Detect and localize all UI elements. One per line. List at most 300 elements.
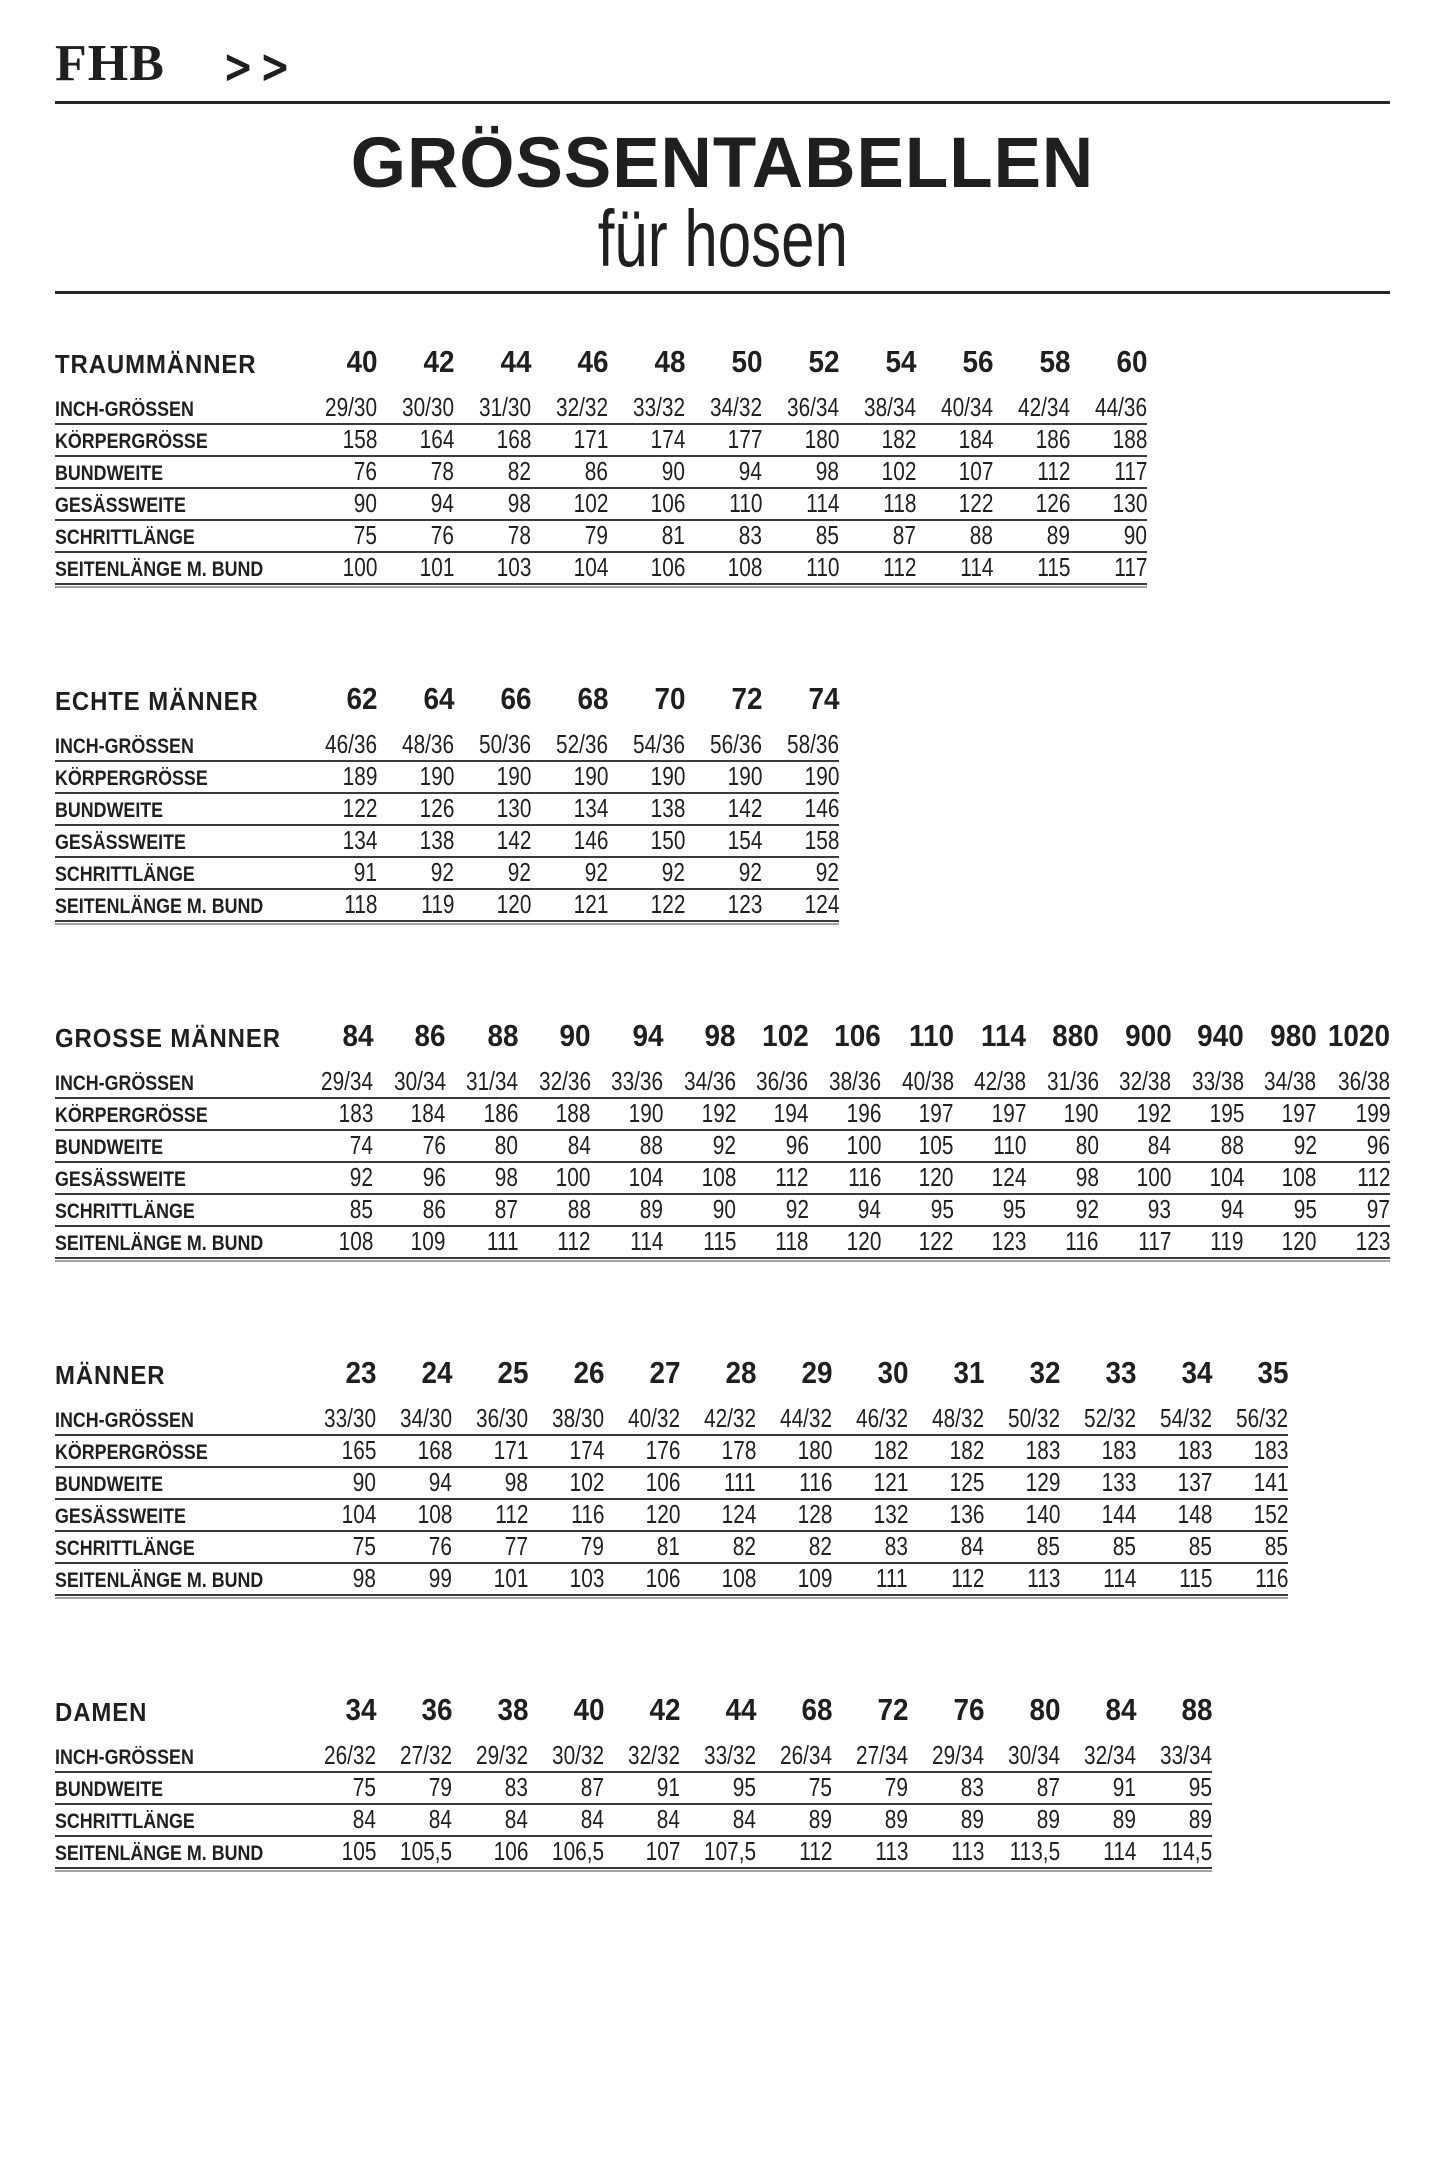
value-cell: 105 (881, 1130, 954, 1162)
value-cell: 114 (591, 1226, 664, 1258)
value-cell: 99 (376, 1563, 452, 1595)
value-cell: 89 (591, 1194, 664, 1226)
value-cell: 123 (685, 889, 762, 921)
value-cell: 125 (908, 1467, 984, 1499)
value-cell: 138 (608, 793, 685, 825)
value-cell: 111 (446, 1226, 519, 1258)
value-cell: 190 (454, 761, 531, 793)
value-cell: 115 (663, 1226, 736, 1258)
value-cell: 122 (608, 889, 685, 921)
value-cell: 100 (518, 1162, 591, 1194)
size-column-header: 80 (984, 1692, 1060, 1740)
value-cell: 79 (832, 1772, 908, 1804)
value-cell: 74 (301, 1130, 374, 1162)
value-cell: 27/32 (376, 1740, 452, 1772)
size-header-row (55, 1018, 1390, 1066)
size-column-header: 40 (528, 1692, 604, 1740)
row-label-cell: KÖRPERGRÖSSE (55, 1098, 301, 1130)
value-cell: 113 (908, 1836, 984, 1868)
row-label-cell: KÖRPERGRÖSSE (55, 424, 300, 456)
size-table-grosse-m-nner (55, 1018, 1390, 1259)
value-cell: 106 (604, 1563, 680, 1595)
value-cell: 84 (376, 1804, 452, 1836)
measurement-row (55, 761, 839, 793)
size-column-header: 56 (916, 344, 993, 392)
value-cell: 120 (1244, 1226, 1317, 1258)
row-label-cell: BUNDWEITE (55, 793, 300, 825)
value-cell: 48/36 (377, 729, 454, 761)
value-cell: 52/32 (1060, 1403, 1136, 1435)
value-cell: 194 (736, 1098, 809, 1130)
row-label-cell: BUNDWEITE (55, 1772, 300, 1804)
value-cell: 83 (685, 520, 762, 552)
value-cell: 31/34 (446, 1066, 519, 1098)
value-cell: 124 (680, 1499, 756, 1531)
value-cell: 186 (993, 424, 1070, 456)
value-cell: 75 (300, 1531, 376, 1563)
value-cell: 42/38 (954, 1066, 1027, 1098)
measurement-row (55, 1772, 1212, 1804)
measurement-row (55, 488, 1147, 520)
value-cell: 92 (377, 857, 454, 889)
value-cell: 112 (736, 1162, 809, 1194)
value-cell: 100 (1099, 1162, 1172, 1194)
size-column-header: 24 (376, 1355, 452, 1403)
size-column-header: 25 (452, 1355, 528, 1403)
value-cell: 112 (839, 552, 916, 584)
value-cell: 124 (762, 889, 839, 921)
measurement-row (55, 392, 1147, 424)
value-cell: 116 (1026, 1226, 1099, 1258)
value-cell: 92 (301, 1162, 374, 1194)
value-cell: 33/36 (591, 1066, 664, 1098)
size-column-header: 42 (604, 1692, 680, 1740)
measurement-row (55, 1066, 1390, 1098)
value-cell: 119 (377, 889, 454, 921)
value-cell: 90 (300, 1467, 376, 1499)
value-cell: 94 (377, 488, 454, 520)
value-cell: 84 (1099, 1130, 1172, 1162)
value-cell: 89 (756, 1804, 832, 1836)
value-cell: 130 (454, 793, 531, 825)
value-cell: 120 (809, 1226, 882, 1258)
value-cell: 34/30 (376, 1403, 452, 1435)
value-cell: 38/30 (528, 1403, 604, 1435)
measurement-row (55, 424, 1147, 456)
value-cell: 81 (604, 1531, 680, 1563)
measurement-row (55, 1403, 1288, 1435)
value-cell: 164 (377, 424, 454, 456)
value-cell: 100 (809, 1130, 882, 1162)
page-subtitle (55, 194, 1390, 283)
value-cell: 111 (680, 1467, 756, 1499)
size-column-header: 44 (680, 1692, 756, 1740)
size-column-header: 72 (832, 1692, 908, 1740)
value-cell: 36/38 (1316, 1066, 1390, 1098)
value-cell: 85 (1060, 1531, 1136, 1563)
row-label-cell: SEITENLÄNGE M. BUND (55, 889, 300, 921)
value-cell: 98 (300, 1563, 376, 1595)
value-cell: 95 (1136, 1772, 1212, 1804)
page-subtitle-text: für hosen (597, 194, 848, 283)
size-column-header: 86 (373, 1018, 446, 1066)
size-column-header: 94 (591, 1018, 664, 1066)
value-cell: 89 (832, 1804, 908, 1836)
value-cell: 110 (685, 488, 762, 520)
value-cell: 182 (908, 1435, 984, 1467)
value-cell: 117 (1070, 552, 1147, 584)
value-cell: 110 (762, 552, 839, 584)
value-cell: 32/38 (1099, 1066, 1172, 1098)
measurement-row (55, 456, 1147, 488)
value-cell: 31/30 (454, 392, 531, 424)
measurement-row (55, 1836, 1212, 1868)
value-cell: 36/30 (452, 1403, 528, 1435)
measurement-row (55, 1563, 1288, 1595)
value-cell: 196 (809, 1098, 882, 1130)
size-column-header: 68 (756, 1692, 832, 1740)
value-cell: 118 (300, 889, 377, 921)
row-label-cell: INCH-GRÖSSEN (55, 1066, 301, 1098)
value-cell: 54/32 (1136, 1403, 1212, 1435)
value-cell: 81 (608, 520, 685, 552)
value-cell: 114 (1060, 1563, 1136, 1595)
size-column-header: 50 (685, 344, 762, 392)
value-cell: 144 (1060, 1499, 1136, 1531)
value-cell: 105 (300, 1836, 376, 1868)
row-label-cell: INCH-GRÖSSEN (55, 1740, 300, 1772)
measurement-row (55, 1130, 1390, 1162)
row-label-cell: KÖRPERGRÖSSE (55, 761, 300, 793)
value-cell: 38/34 (839, 392, 916, 424)
value-cell: 58/36 (762, 729, 839, 761)
value-cell: 183 (984, 1435, 1060, 1467)
value-cell: 107 (604, 1836, 680, 1868)
value-cell: 112 (908, 1563, 984, 1595)
measurement-row (55, 1435, 1288, 1467)
table-title: MÄNNER (55, 1355, 300, 1403)
value-cell: 180 (756, 1435, 832, 1467)
value-cell: 90 (1070, 520, 1147, 552)
value-cell: 91 (1060, 1772, 1136, 1804)
value-cell: 79 (531, 520, 608, 552)
value-cell: 197 (1244, 1098, 1317, 1130)
value-cell: 88 (916, 520, 993, 552)
size-table-damen (55, 1692, 1212, 1869)
value-cell: 114 (916, 552, 993, 584)
size-column-header: 36 (376, 1692, 452, 1740)
value-cell: 121 (832, 1467, 908, 1499)
value-cell: 104 (1171, 1162, 1244, 1194)
value-cell: 84 (518, 1130, 591, 1162)
size-table-traumm-nner (55, 344, 1147, 585)
value-cell: 86 (531, 456, 608, 488)
value-cell: 106 (452, 1836, 528, 1868)
value-cell: 199 (1316, 1098, 1390, 1130)
value-cell: 95 (680, 1772, 756, 1804)
value-cell: 119 (1171, 1226, 1244, 1258)
row-label-cell: SCHRITTLÄNGE (55, 1531, 300, 1563)
size-column-header: 30 (832, 1355, 908, 1403)
value-cell: 75 (300, 520, 377, 552)
value-cell: 101 (377, 552, 454, 584)
value-cell: 182 (839, 424, 916, 456)
fhb-wordmark: FHB (55, 35, 165, 93)
value-cell: 88 (1171, 1130, 1244, 1162)
value-cell: 108 (1244, 1162, 1317, 1194)
value-cell: 134 (300, 825, 377, 857)
value-cell: 112 (452, 1499, 528, 1531)
value-cell: 83 (908, 1772, 984, 1804)
value-cell: 124 (954, 1162, 1027, 1194)
value-cell: 103 (528, 1563, 604, 1595)
row-label-cell: SCHRITTLÄNGE (55, 1194, 301, 1226)
size-column-header: 27 (604, 1355, 680, 1403)
value-cell: 112 (518, 1226, 591, 1258)
value-cell: 190 (531, 761, 608, 793)
measurement-row (55, 520, 1147, 552)
size-column-header: 52 (762, 344, 839, 392)
value-cell: 102 (528, 1467, 604, 1499)
value-cell: 42/34 (993, 392, 1070, 424)
value-cell: 36/36 (736, 1066, 809, 1098)
value-cell: 56/36 (685, 729, 762, 761)
value-cell: 197 (881, 1098, 954, 1130)
size-column-header: 31 (908, 1355, 984, 1403)
value-cell: 180 (762, 424, 839, 456)
size-column-header: 102 (736, 1018, 809, 1066)
size-table-m-nner (55, 1355, 1288, 1596)
value-cell: 80 (446, 1130, 519, 1162)
value-cell: 112 (756, 1836, 832, 1868)
size-column-header: 84 (1060, 1692, 1136, 1740)
value-cell: 29/32 (452, 1740, 528, 1772)
size-column-header: 940 (1171, 1018, 1244, 1066)
value-cell: 122 (300, 793, 377, 825)
value-cell: 190 (1026, 1098, 1099, 1130)
value-cell: 46/32 (832, 1403, 908, 1435)
value-cell: 148 (1136, 1499, 1212, 1531)
value-cell: 92 (608, 857, 685, 889)
row-label-cell: SEITENLÄNGE M. BUND (55, 552, 300, 584)
value-cell: 177 (685, 424, 762, 456)
value-cell: 87 (528, 1772, 604, 1804)
value-cell: 96 (1316, 1130, 1390, 1162)
value-cell: 33/30 (300, 1403, 376, 1435)
value-cell: 30/34 (984, 1740, 1060, 1772)
value-cell: 104 (591, 1162, 664, 1194)
value-cell: 122 (916, 488, 993, 520)
value-cell: 30/34 (373, 1066, 446, 1098)
value-cell: 75 (756, 1772, 832, 1804)
value-cell: 92 (663, 1130, 736, 1162)
value-cell: 29/30 (300, 392, 377, 424)
value-cell: 29/34 (908, 1740, 984, 1772)
row-label-cell: INCH-GRÖSSEN (55, 729, 300, 761)
value-cell: 108 (376, 1499, 452, 1531)
value-cell: 116 (756, 1467, 832, 1499)
value-cell: 184 (916, 424, 993, 456)
value-cell: 122 (881, 1226, 954, 1258)
value-cell: 44/32 (756, 1403, 832, 1435)
value-cell: 112 (1316, 1162, 1390, 1194)
value-cell: 182 (832, 1435, 908, 1467)
size-header-row (55, 1355, 1288, 1403)
value-cell: 97 (1316, 1194, 1390, 1226)
value-cell: 129 (984, 1467, 1060, 1499)
value-cell: 36/34 (762, 392, 839, 424)
size-column-header: 58 (993, 344, 1070, 392)
value-cell: 110 (954, 1130, 1027, 1162)
value-cell: 117 (1070, 456, 1147, 488)
size-table-echte-m-nner (55, 681, 839, 922)
value-cell: 140 (984, 1499, 1060, 1531)
value-cell: 40/34 (916, 392, 993, 424)
value-cell: 154 (685, 825, 762, 857)
value-cell: 96 (736, 1130, 809, 1162)
size-header-row (55, 344, 1147, 392)
value-cell: 89 (984, 1804, 1060, 1836)
value-cell: 109 (756, 1563, 832, 1595)
value-cell: 34/32 (685, 392, 762, 424)
value-cell: 183 (1212, 1435, 1288, 1467)
size-header-row (55, 681, 839, 729)
value-cell: 33/32 (608, 392, 685, 424)
value-cell: 137 (1136, 1467, 1212, 1499)
value-cell: 83 (452, 1772, 528, 1804)
value-cell: 138 (377, 825, 454, 857)
size-column-header: 34 (300, 1692, 376, 1740)
size-column-header: 28 (680, 1355, 756, 1403)
size-column-header: 84 (301, 1018, 374, 1066)
size-column-header: 38 (452, 1692, 528, 1740)
value-cell: 50/32 (984, 1403, 1060, 1435)
value-cell: 26/34 (756, 1740, 832, 1772)
value-cell: 82 (454, 456, 531, 488)
measurement-row (55, 1804, 1212, 1836)
value-cell: 76 (377, 520, 454, 552)
row-label-cell: SCHRITTLÄNGE (55, 857, 300, 889)
table-title: GROSSE MÄNNER (55, 1018, 301, 1066)
size-column-header: 1020 (1316, 1018, 1390, 1066)
value-cell: 189 (300, 761, 377, 793)
value-cell: 126 (377, 793, 454, 825)
value-cell: 84 (528, 1804, 604, 1836)
value-cell: 32/36 (518, 1066, 591, 1098)
value-cell: 192 (1099, 1098, 1172, 1130)
value-cell: 92 (531, 857, 608, 889)
size-column-header: 72 (685, 681, 762, 729)
page-title: GRÖSSENTABELLEN (350, 124, 1095, 203)
value-cell: 91 (604, 1772, 680, 1804)
value-cell: 38/36 (809, 1066, 882, 1098)
value-cell: 109 (373, 1226, 446, 1258)
value-cell: 103 (454, 552, 531, 584)
header-divider (55, 101, 1390, 104)
value-cell: 190 (762, 761, 839, 793)
row-label-cell: INCH-GRÖSSEN (55, 1403, 300, 1435)
value-cell: 34/38 (1244, 1066, 1317, 1098)
brand-logo (55, 30, 1390, 94)
size-column-header: 66 (454, 681, 531, 729)
value-cell: 188 (1070, 424, 1147, 456)
value-cell: 32/32 (604, 1740, 680, 1772)
value-cell: 111 (832, 1563, 908, 1595)
value-cell: 133 (1060, 1467, 1136, 1499)
value-cell: 171 (452, 1435, 528, 1467)
row-label-cell: SCHRITTLÄNGE (55, 520, 300, 552)
measurement-row (55, 1740, 1212, 1772)
size-column-header: 98 (663, 1018, 736, 1066)
value-cell: 33/34 (1136, 1740, 1212, 1772)
value-cell: 183 (301, 1098, 374, 1130)
value-cell: 89 (1060, 1804, 1136, 1836)
value-cell: 150 (608, 825, 685, 857)
value-cell: 98 (1026, 1162, 1099, 1194)
value-cell: 79 (376, 1772, 452, 1804)
value-cell: 27/34 (832, 1740, 908, 1772)
row-label-cell: BUNDWEITE (55, 1467, 300, 1499)
value-cell: 130 (1070, 488, 1147, 520)
size-column-header: 54 (839, 344, 916, 392)
value-cell: 44/36 (1070, 392, 1147, 424)
row-label-cell: SEITENLÄNGE M. BUND (55, 1836, 300, 1868)
value-cell: 94 (376, 1467, 452, 1499)
value-cell: 32/34 (1060, 1740, 1136, 1772)
value-cell: 30/32 (528, 1740, 604, 1772)
value-cell: 80 (1026, 1130, 1099, 1162)
value-cell: 95 (1244, 1194, 1317, 1226)
value-cell: 85 (301, 1194, 374, 1226)
value-cell: 40/38 (881, 1066, 954, 1098)
value-cell: 106 (608, 552, 685, 584)
value-cell: 106 (608, 488, 685, 520)
value-cell: 168 (376, 1435, 452, 1467)
measurement-row (55, 1162, 1390, 1194)
value-cell: 114 (1060, 1836, 1136, 1868)
value-cell: 104 (300, 1499, 376, 1531)
value-cell: 136 (908, 1499, 984, 1531)
value-cell: 86 (373, 1194, 446, 1226)
size-column-header: 880 (1026, 1018, 1099, 1066)
value-cell: 78 (377, 456, 454, 488)
value-cell: 31/36 (1026, 1066, 1099, 1098)
value-cell: 34/36 (663, 1066, 736, 1098)
value-cell: 92 (762, 857, 839, 889)
size-column-header: 33 (1060, 1355, 1136, 1403)
size-column-header: 114 (954, 1018, 1027, 1066)
value-cell: 123 (1316, 1226, 1390, 1258)
value-cell: 116 (1212, 1563, 1288, 1595)
value-cell: 92 (685, 857, 762, 889)
value-cell: 83 (832, 1531, 908, 1563)
value-cell: 87 (984, 1772, 1060, 1804)
value-cell: 92 (454, 857, 531, 889)
value-cell: 84 (604, 1804, 680, 1836)
value-cell: 116 (528, 1499, 604, 1531)
value-cell: 183 (1060, 1435, 1136, 1467)
row-label-cell: SEITENLÄNGE M. BUND (55, 1226, 301, 1258)
value-cell: 112 (993, 456, 1070, 488)
measurement-row (55, 889, 839, 921)
size-column-header: 980 (1244, 1018, 1317, 1066)
value-cell: 106,5 (528, 1836, 604, 1868)
title-divider (55, 291, 1390, 294)
value-cell: 108 (685, 552, 762, 584)
value-cell: 76 (373, 1130, 446, 1162)
value-cell: 146 (531, 825, 608, 857)
value-cell: 114 (762, 488, 839, 520)
